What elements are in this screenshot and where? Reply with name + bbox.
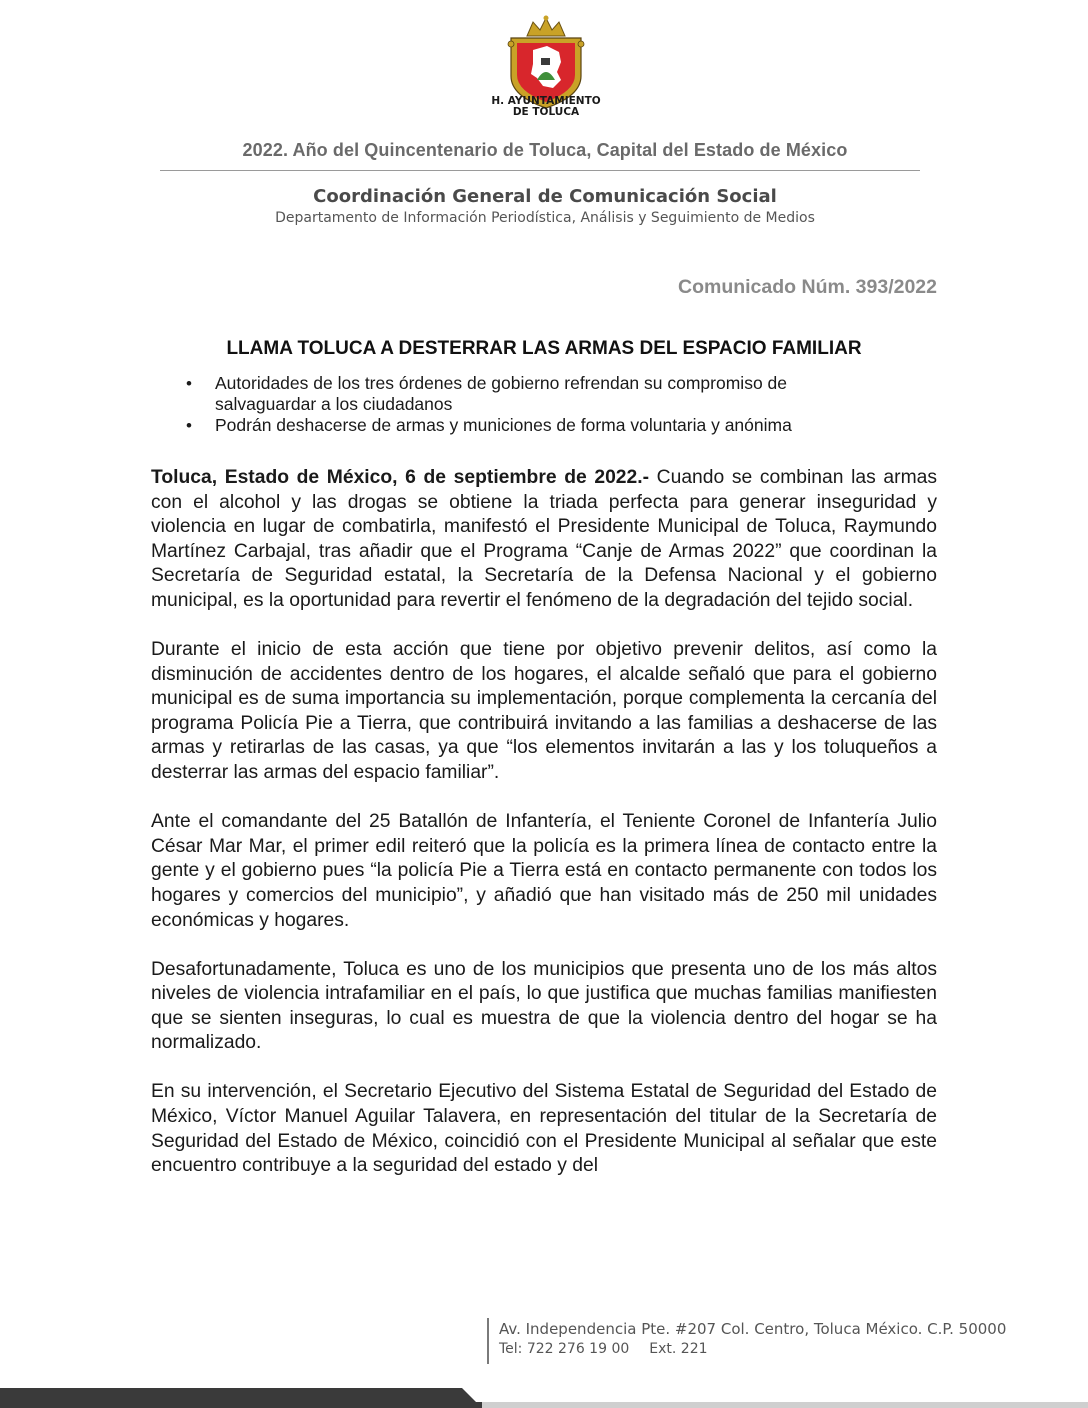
bullet-icon: • [186, 416, 192, 435]
summary-bullets [186, 373, 886, 436]
department-subtitle: Departamento de Información Periodística, Análisis y Seguimiento de Medios [275, 210, 815, 226]
headline: LLAMA TOLUCA A DESTERRAR LAS ARMAS DEL ESPACIO FAMILIAR [226, 338, 862, 359]
footer-ext: Ext. 221 [649, 1341, 708, 1357]
footer-phone [499, 1341, 899, 1357]
logo-caption-line2: DE TOLUCA [512, 106, 580, 118]
paragraph: Durante el inicio de esta acción que tiene por objetivo prevenir delitos, así como la disminución de accidentes dentro de los hogares, el alcalde señaló que para el gobierno municipal es de suma importancia su implementación, porque complementa la cercanía del programa Policía Pie a Tierra, que contribuirá invitando a las familias a deshacerse de las armas y retirarlas de las casas, ya que “los elementos invitarán a las y los toluqueños a desterrar las armas del espacio familiar”. [151, 639, 937, 784]
bullet-item: • Autoridades de los tres órdenes de gobierno refrendan su compromiso de salvaguardar a los ciudadanos [186, 373, 788, 414]
paragraph: Toluca, Estado de México, 6 de septiembre de 2022.- Cuando se combinan las armas con el alcohol y las drogas se obtiene la triada perfecta para generar inseguridad y violencia en lugar de combatirla, manifestó el Presidente Municipal de Toluca, Raymundo Martínez Carbajal, tras añadir que el Programa “Canje de Armas 2022” que coordinan la Secretaría de Seguridad estatal, la Secretaría de la Defensa Nacional y el gobierno municipal, es la oportunidad para revertir el fenómeno de la degradación del tejido social. [151, 467, 937, 611]
paragraph: Desafortunadamente, Toluca es uno de los municipios que presenta uno de los más altos niveles de violencia intrafamiliar en el país, lo que justifica que muchas familias manifiesten que se sienten inseguras, lo cual es muestra de que la violencia dentro del hogar se ha normalizado. [151, 958, 937, 1054]
communique-number: Comunicado Núm. 393/2022 [677, 276, 937, 298]
crown-icon [527, 18, 565, 36]
bullet-item: • Podrán deshacerse de armas y municiones de forma voluntaria y anónima [186, 415, 792, 435]
year-motto: 2022. Año del Quincentenario de Toluca, Capital del Estado de México [242, 140, 848, 160]
logo-caption-line1: H. AYUNTAMIENTO [491, 95, 601, 107]
footer-address: Av. Independencia Pte. #207 Col. Centro, Toluca México. C.P. 50000 [499, 1320, 1007, 1338]
bottom-decorative-band [0, 1388, 1088, 1408]
article-body [151, 466, 937, 1203]
header-divider [160, 170, 920, 171]
logo-caption [470, 96, 622, 118]
coordination-title: Coordinación General de Comunicación Social [313, 186, 777, 207]
dateline: Toluca, Estado de México, 6 de septiembre de 2022.- [151, 467, 650, 488]
footer-tel: Tel: 722 276 19 00 [499, 1341, 630, 1357]
paragraph: En su intervención, el Secretario Ejecutivo del Sistema Estatal de Seguridad del Estado de México, Víctor Manuel Aguilar Talavera, en representación del titular de la Secretaría de Seguridad del Estado de México, coincidió con el Presidente Municipal al señalar que este encuentro contribuye a la seguridad del estado y del [151, 1081, 937, 1177]
paragraph: Ante el comandante del 25 Batallón de Infantería, el Teniente Coronel de Infantería Julio César Mar Mar, el primer edil reiteró que la policía es la primera línea de contacto entre la gente y el gobierno pues “la policía Pie a Tierra está en contacto permanente con todos los hogares y comercios del municipio”, y añadió que han visitado más de 250 mil unidades económicas y hogares. [151, 811, 937, 931]
bullet-icon: • [186, 374, 192, 393]
footer-divider [487, 1318, 489, 1364]
